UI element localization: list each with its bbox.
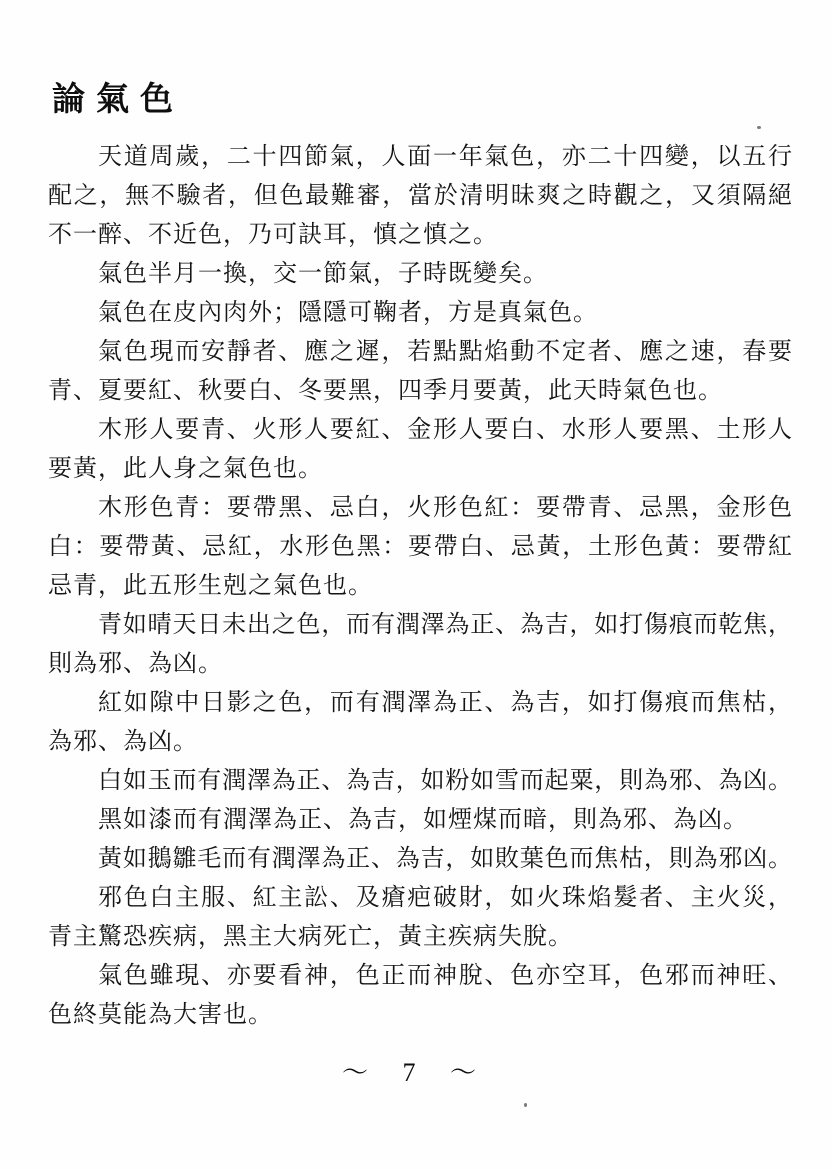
text-line: 氣色半月一換，交一節氣，子時既變矣。 xyxy=(98,261,548,287)
text-line: 紅如隙中日影之色，而有潤澤為正、為吉，如打傷痕而焦枯， xyxy=(98,690,792,716)
text-line: 配之，無不驗者，但色最難審，當於清明昧爽之時觀之，又須隔絕 xyxy=(48,183,792,209)
page-title: 論氣色 xyxy=(52,82,184,118)
text-line: 黃如鵝雛毛而有潤澤為正、為吉，如敗葉色而焦枯，則為邪凶。 xyxy=(98,846,792,872)
text-line: 不一醉、不近色，乃可訣耳，慎之慎之。 xyxy=(48,222,498,248)
text-line: 青主驚恐疾病，黑主大病死亡，黃主疾病失脫。 xyxy=(48,924,573,950)
text-line: 木形色青：要帶黑、忌白，火形色紅：要帶青、忌黑，金形色 xyxy=(98,495,792,521)
text-line: 白如玉而有潤澤為正、為吉，如粉如雪而起粟，則為邪、為凶。 xyxy=(98,768,792,794)
text-line: 黑如漆而有潤澤為正、為吉，如煙煤而暗，則為邪、為凶。 xyxy=(98,807,748,833)
text-line: 邪色白主服、紅主訟、及瘡疤破財，如火珠焰髮者、主火災， xyxy=(98,885,792,911)
scan-speck xyxy=(757,126,761,129)
text-line: 色終莫能為大害也。 xyxy=(48,1002,273,1028)
text-line: 為邪、為凶。 xyxy=(48,729,198,755)
page-number: ～ 7 ～ xyxy=(341,1058,490,1087)
text-line: 氣色在皮內肉外；隱隱可鞠者，方是真氣色。 xyxy=(98,300,598,326)
text-line: 木形人要青、火形人要紅、金形人要白、水形人要黑、土形人 xyxy=(98,417,792,443)
text-line: 氣色現而安靜者、應之遲，若點點焰動不定者、應之速，春要 xyxy=(98,339,792,365)
page-content xyxy=(48,78,792,1035)
text-line: 要黃，此人身之氣色也。 xyxy=(48,456,323,482)
text-line: 青、夏要紅、秋要白、冬要黑，四季月要黃，此天時氣色也。 xyxy=(48,378,723,404)
text-line: 忌青，此五形生剋之氣色也。 xyxy=(48,573,373,599)
scan-speck xyxy=(524,1103,527,1107)
text-line: 白：要帶黃、忌紅，水形色黑：要帶白、忌黃，土形色黃：要帶紅 xyxy=(48,534,792,560)
text-line: 天道周歲，二十四節氣，人面一年氣色，亦二十四變，以五行 xyxy=(98,144,792,170)
text-line: 則為邪、為凶。 xyxy=(48,651,223,677)
text-line: 青如晴天日未出之色，而有潤澤為正、為吉，如打傷痕而乾焦， xyxy=(98,612,792,638)
body-text xyxy=(48,138,792,1035)
text-line: 氣色雖現、亦要看神，色正而神脫、色亦空耳，色邪而神旺、 xyxy=(98,963,792,989)
